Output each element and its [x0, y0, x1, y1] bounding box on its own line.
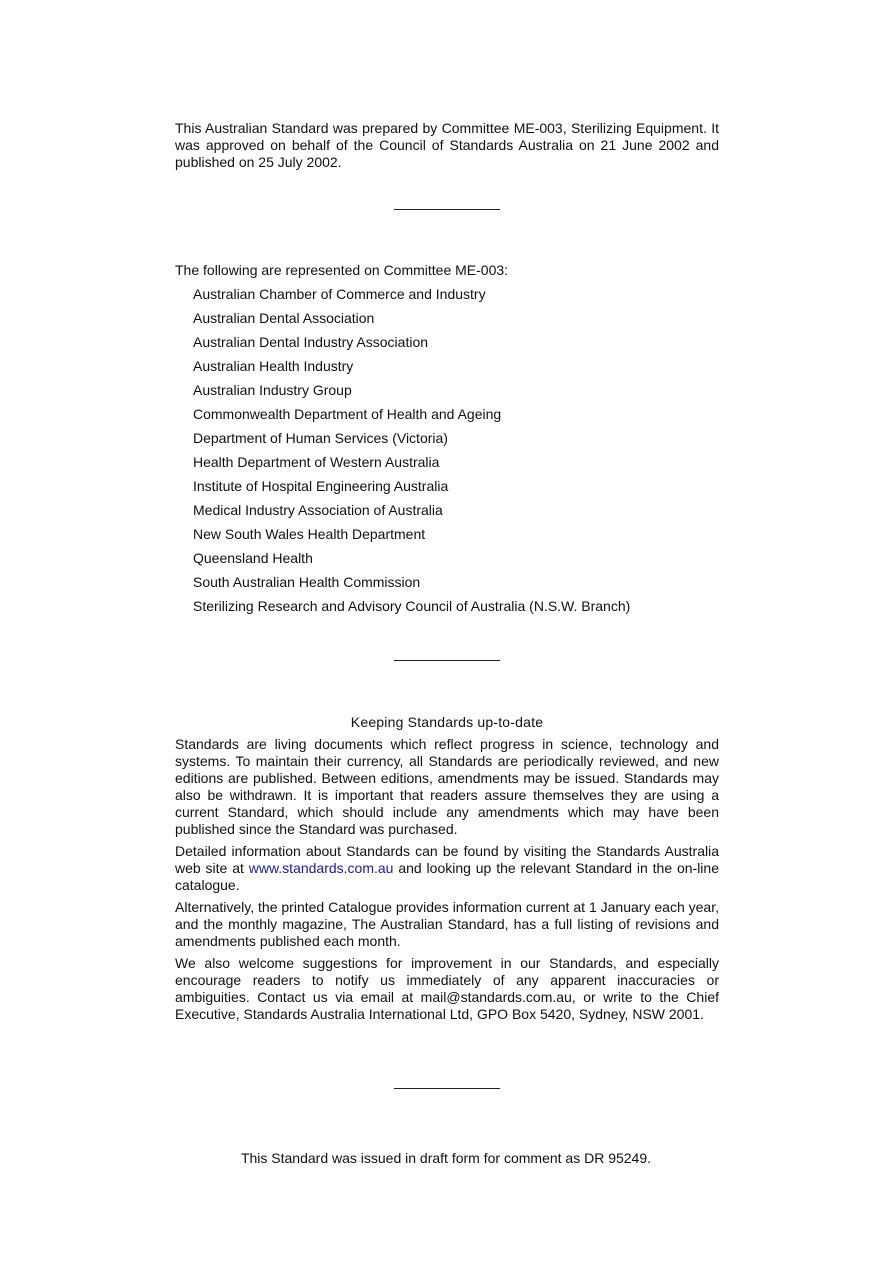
committee-member: Australian Chamber of Commerce and Industry — [193, 286, 486, 302]
committee-member: Australian Health Industry — [193, 358, 354, 374]
committee-member: Australian Dental Industry Association — [193, 334, 429, 350]
committee-member: Sterilizing Research and Advisory Council of Australia (N.S.W. Branch) — [193, 598, 631, 614]
committee-member: New South Wales Health Department — [193, 526, 426, 542]
section-divider — [394, 1088, 500, 1089]
committee-member: Commonwealth Department of Health and Ageing — [193, 406, 502, 422]
section-divider — [394, 660, 500, 661]
intro-section — [175, 120, 719, 171]
committee-member: Health Department of Western Australia — [193, 454, 440, 470]
keeping-paragraph-4: We also welcome suggestions for improvement in our Standards, and especially encourage readers to notify us immediately of any apparent inaccuracies or ambiguities. Contact us via email at mail@standards.com.au, or write to the Chief Executive, Standards Australia International Ltd, GPO Box 5420, Sydney, NSW 2001. — [175, 955, 719, 1022]
committee-member: South Australian Health Commission — [193, 574, 421, 590]
committee-heading: The following are represented on Committee ME-003: — [175, 262, 509, 278]
section-title: Keeping Standards up-to-date — [350, 714, 544, 730]
paragraph-text: and looking up the relevant Standard in the on-line catalogue. — [175, 860, 719, 893]
keeping-standards-section — [175, 714, 719, 1028]
committee-member-list — [175, 286, 719, 622]
keeping-paragraph-2 — [175, 843, 719, 894]
standards-website-link[interactable]: www.standards.com.au — [248, 860, 394, 876]
committee-section — [175, 262, 719, 622]
committee-member: Australian Industry Group — [193, 382, 352, 398]
committee-member: Institute of Hospital Engineering Australia — [193, 478, 449, 494]
keeping-paragraph-1: Standards are living documents which reflect progress in science, technology and systems. To maintain their currency, all Standards are periodically reviewed, and new editions are published. Between editions, amendments may be issued. Standards may also be withdrawn. It is important that readers assure themselves they are using a current Standard, which should include any amendments which may have been published since the Standard was purchased. — [175, 736, 719, 837]
committee-member: Medical Industry Association of Australia — [193, 502, 443, 518]
paragraph-text: Detailed information about Standards can be found by visiting the Standards Australia web site at — [175, 843, 719, 876]
intro-paragraph: This Australian Standard was prepared by Committee ME-003, Sterilizing Equipment. It was approved on behalf of the Council of Standards Australia on 21 June 2002 and published on 25 July 2002. — [175, 120, 719, 170]
draft-notice: This Standard was issued in draft form for comment as DR 95249. — [240, 1150, 652, 1166]
committee-member: Australian Dental Association — [193, 310, 375, 326]
keeping-paragraph-3: Alternatively, the printed Catalogue provides information current at 1 January each year, and the monthly magazine, The Australian Standard, has a full listing of revisions and amendments published each month. — [175, 899, 719, 949]
committee-member: Department of Human Services (Victoria) — [193, 430, 448, 446]
section-divider — [394, 209, 500, 210]
committee-member: Queensland Health — [193, 550, 313, 566]
